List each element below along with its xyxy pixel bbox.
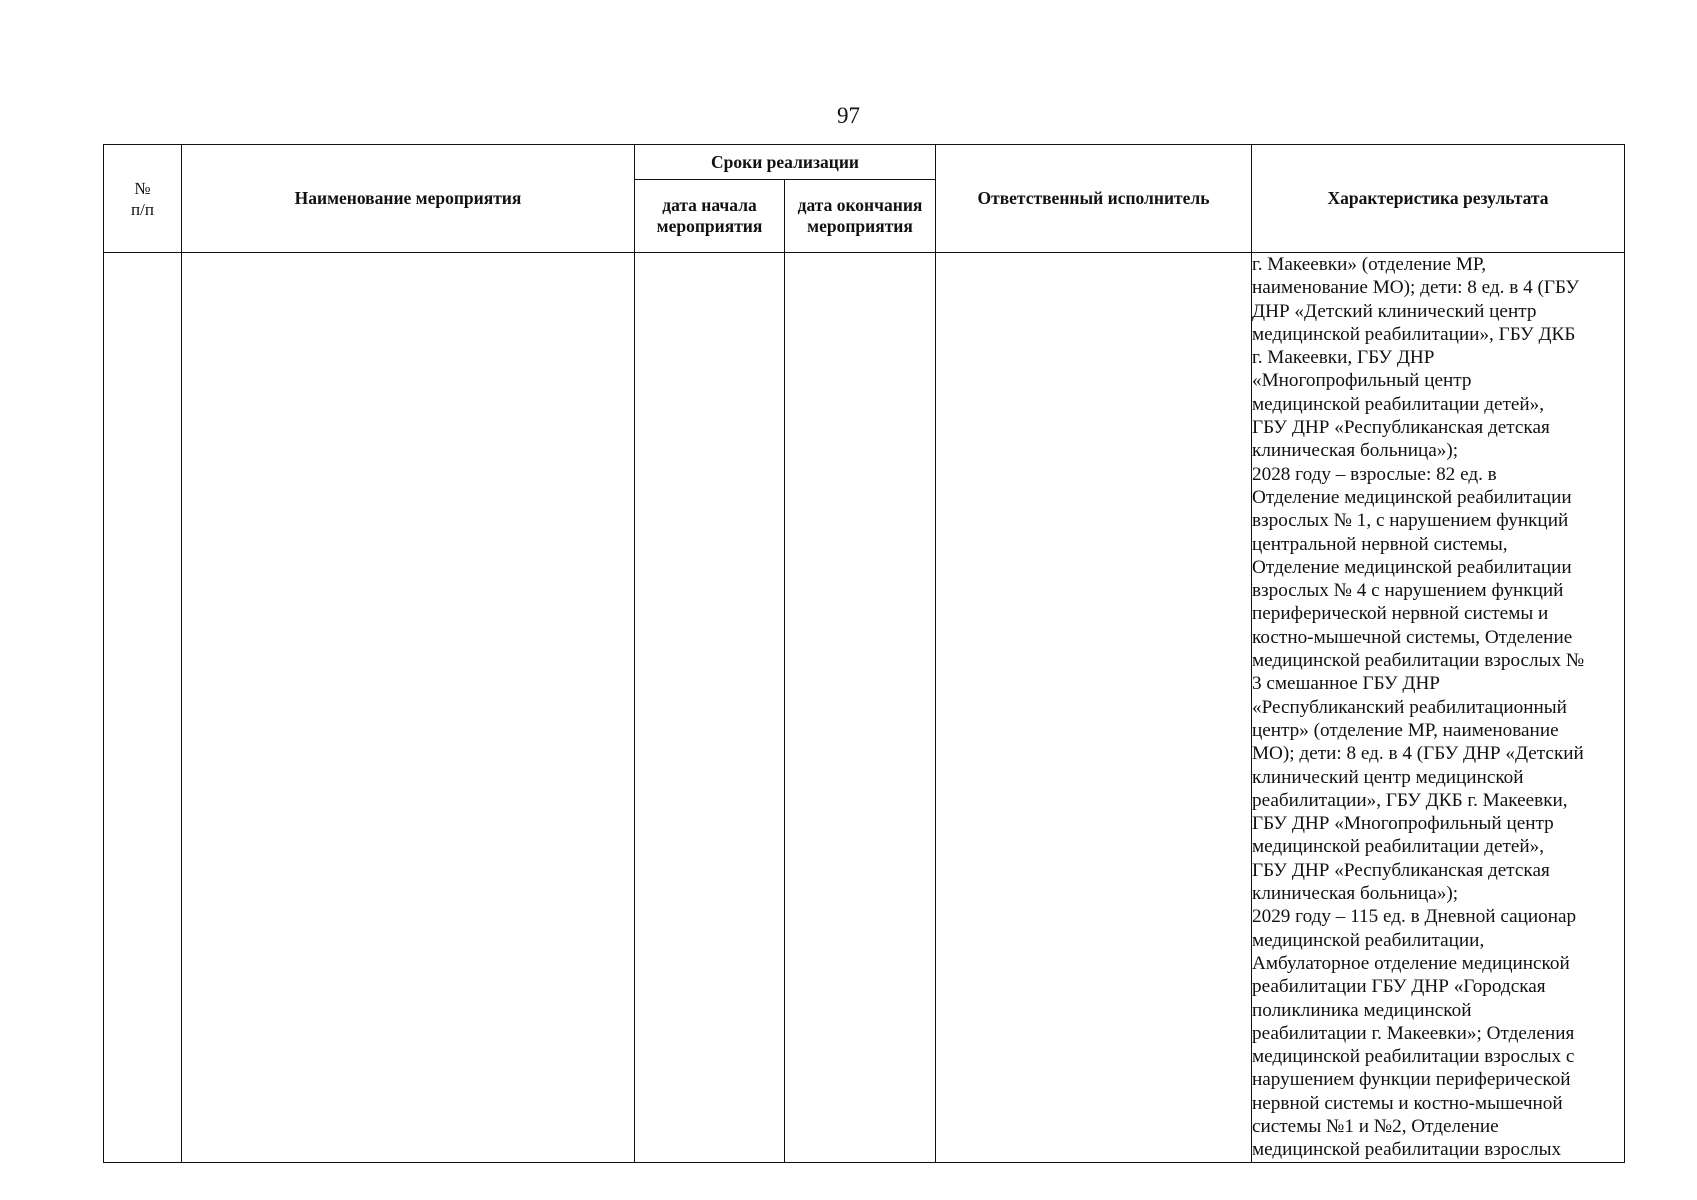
result-line: клинический центр медицинской [1252,766,1524,788]
table-header [104,145,1625,253]
result-line: «Республиканский реабилитационный [1252,696,1567,718]
header-number-pp: п/п [131,199,154,219]
result-line: «Многопрофильный центр [1252,370,1472,392]
result-line: нервной системы и костно-мышечной [1252,1092,1563,1114]
result-line: 2028 году – взрослые: 82 ед. в [1252,463,1497,485]
result-line: реабилитации», ГБУ ДКБ г. Макеевки, [1252,789,1568,811]
result-line: центр» (отделение МР, наименование [1252,719,1559,741]
result-line: системы №1 и №2, Отделение [1252,1115,1499,1137]
result-line: Отделение медицинской реабилитации [1252,556,1572,578]
result-text [1252,253,1624,1162]
result-line: медицинской реабилитации», ГБУ ДКБ [1252,323,1576,345]
table-row [104,253,1625,1163]
header-result: Характеристика результата [1252,145,1625,253]
cell-start-date [635,253,785,1163]
result-line: медицинской реабилитации взрослых с [1252,1046,1575,1068]
header-number [104,145,182,253]
result-line: МО); дети: 8 ед. в 4 (ГБУ ДНР «Детский [1252,743,1584,765]
result-line: периферической нервной системы и [1252,603,1549,625]
cell-event-name [182,253,635,1163]
result-line: взрослых № 4 с нарушением функций [1252,580,1564,602]
cell-end-date [785,253,936,1163]
activities-table [103,144,1625,1163]
result-line: костно-мышечной системы, Отделение [1252,626,1573,648]
header-event-name: Наименование мероприятия [182,145,635,253]
result-line: г. Макеевки» (отделение МР, [1252,254,1487,275]
header-deadlines: Сроки реализации [635,145,936,180]
result-line: г. Макеевки, ГБУ ДНР [1252,347,1435,369]
result-line: клиническая больница»); [1252,440,1459,462]
result-line: ДНР «Детский клинический центр [1252,300,1537,322]
cell-responsible [936,253,1252,1163]
result-line: Амбулаторное отделение медицинской [1252,952,1570,974]
result-line: реабилитации ГБУ ДНР «Городская [1252,976,1546,998]
result-line: наименование МО); дети: 8 ед. в 4 (ГБУ [1252,277,1579,299]
result-line: поликлиника медицинской [1252,999,1472,1021]
header-end-date: дата окончания мероприятия [785,180,936,253]
result-line: взрослых № 1, с нарушением функций [1252,510,1569,532]
result-line: ГБУ ДНР «Многопрофильный центр [1252,813,1554,835]
result-line: 3 смешанное ГБУ ДНР [1252,673,1440,695]
result-line: медицинской реабилитации детей», [1252,393,1545,415]
result-line: медицинской реабилитации взрослых № [1252,650,1585,672]
cell-number [104,253,182,1163]
result-line: реабилитации г. Макеевки»; Отделения [1252,1022,1575,1044]
result-line: 2029 году – 115 ед. в Дневной сационар [1252,906,1577,928]
header-start-date: дата начала мероприятия [635,180,785,253]
cell-result [1252,253,1625,1163]
header-responsible: Ответственный исполнитель [936,145,1252,253]
result-line: медицинской реабилитации детей», [1252,836,1545,858]
result-line: нарушением функции периферической [1252,1069,1571,1091]
result-line: ГБУ ДНР «Республиканская детская [1252,859,1550,881]
result-line: клиническая больница»); [1252,883,1459,905]
result-line: медицинской реабилитации, [1252,929,1485,951]
result-line: Отделение медицинской реабилитации [1252,486,1572,508]
result-line: ГБУ ДНР «Республиканская детская [1252,417,1550,439]
result-line: медицинской реабилитации взрослых [1252,1139,1562,1161]
page-number: 97 [837,103,860,128]
result-line: центральной нервной системы, [1252,533,1508,555]
header-number-sign: № [134,178,151,198]
